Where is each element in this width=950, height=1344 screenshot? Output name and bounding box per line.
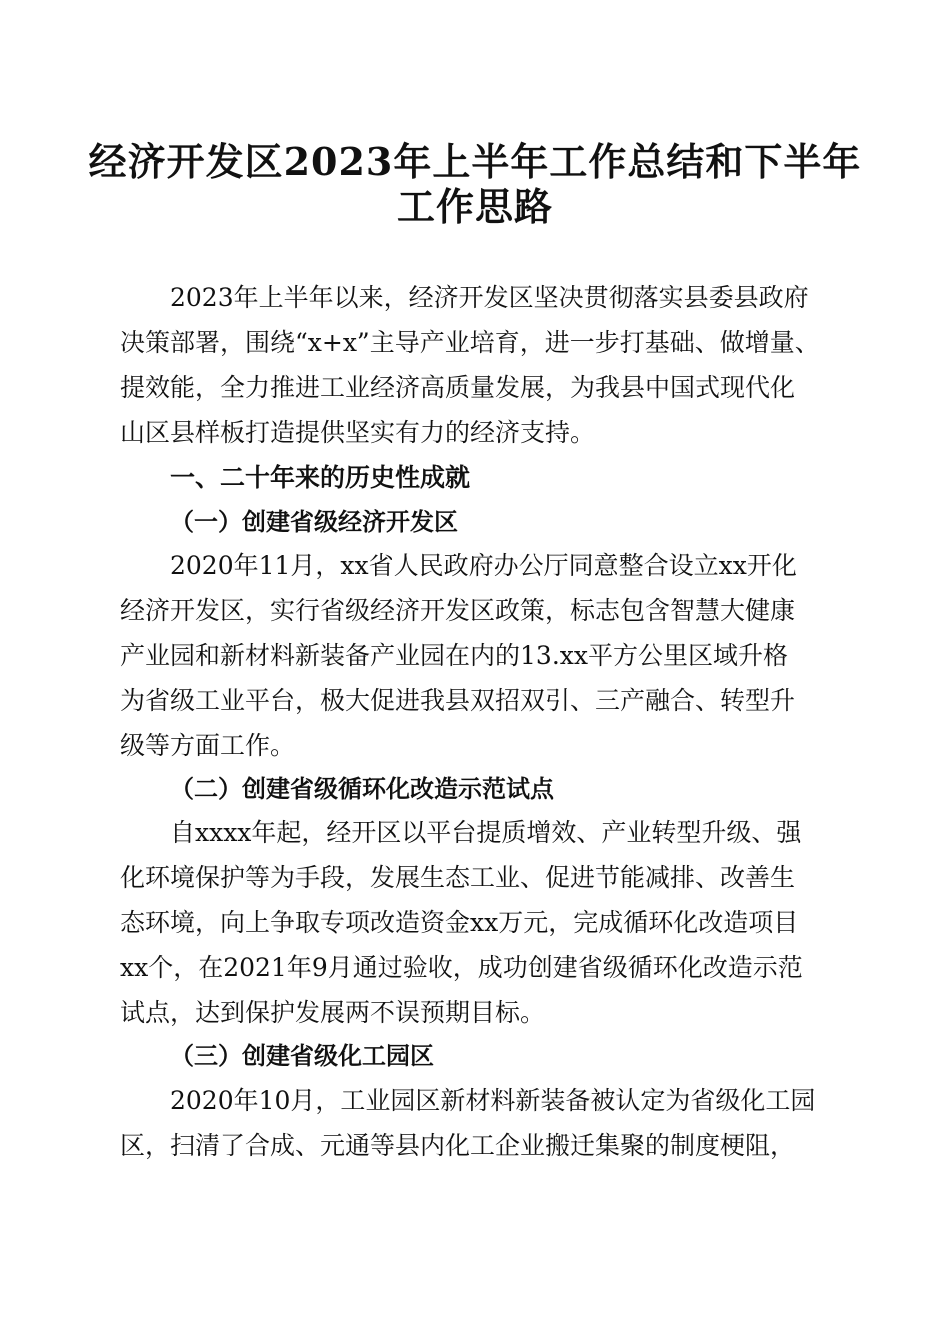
subsection-1-paragraph bbox=[120, 543, 830, 768]
subsection-2-paragraph bbox=[120, 810, 830, 1035]
paragraph-line: 产业园和新材料新装备产业园在内的13.xx平方公里区域升格 bbox=[120, 641, 788, 670]
paragraph-line: 试点，达到保护发展两不误预期目标。 bbox=[120, 998, 546, 1027]
paragraph-line: 区，扫清了合成、元通等县内化工企业搬迁集聚的制度梗阻， bbox=[120, 1131, 796, 1160]
paragraph-line: 提效能，全力推进工业经济高质量发展，为我县中国式现代化 bbox=[120, 373, 796, 402]
subsection-3-paragraph bbox=[120, 1078, 830, 1168]
paragraph-line: 2020年11月，xx省人民政府办公厅同意整合设立xx开化 bbox=[170, 551, 797, 580]
section-heading-1: 一、二十年来的历史性成就 bbox=[170, 463, 471, 492]
paragraph-line: 态环境，向上争取专项改造资金xx万元，完成循环化改造项目 bbox=[120, 908, 799, 937]
document-title-line-2: 工作思路 bbox=[396, 184, 553, 229]
document-title-line-1: 经济开发区2023年上半年工作总结和下半年 bbox=[88, 139, 862, 184]
paragraph-line: 2020年10月，工业园区新材料新装备被认定为省级化工园 bbox=[170, 1086, 816, 1115]
paragraph-line: 自xxxx年起，经开区以平台提质增效、产业转型升级、强 bbox=[170, 818, 802, 847]
paragraph-line: 为省级工业平台，极大促进我县双招双引、三产融合、转型升 bbox=[120, 686, 796, 715]
subsection-heading-2: （二）创建省级循环化改造示范试点 bbox=[170, 774, 554, 803]
subsection-heading-3: （三）创建省级化工园区 bbox=[170, 1041, 434, 1070]
paragraph-line: 化环境保护等为手段，发展生态工业、促进节能减排、改善生 bbox=[120, 863, 796, 892]
paragraph-line: xx个，在2021年9月通过验收，成功创建省级循环化改造示范 bbox=[120, 953, 803, 982]
intro-paragraph bbox=[120, 275, 830, 455]
subsection-heading-1: （一）创建省级经济开发区 bbox=[170, 507, 458, 536]
paragraph-line: 山区县样板打造提供坚实有力的经济支持。 bbox=[120, 418, 596, 447]
paragraph-line: 级等方面工作。 bbox=[120, 731, 296, 760]
paragraph-line: 经济开发区，实行省级经济开发区政策，标志包含智慧大健康 bbox=[120, 596, 796, 625]
paragraph-line: 2023年上半年以来，经济开发区坚决贯彻落实县委县政府 bbox=[170, 283, 809, 312]
paragraph-line: 决策部署，围绕“x+x”主导产业培育，进一步打基础、做增量、 bbox=[120, 328, 820, 357]
